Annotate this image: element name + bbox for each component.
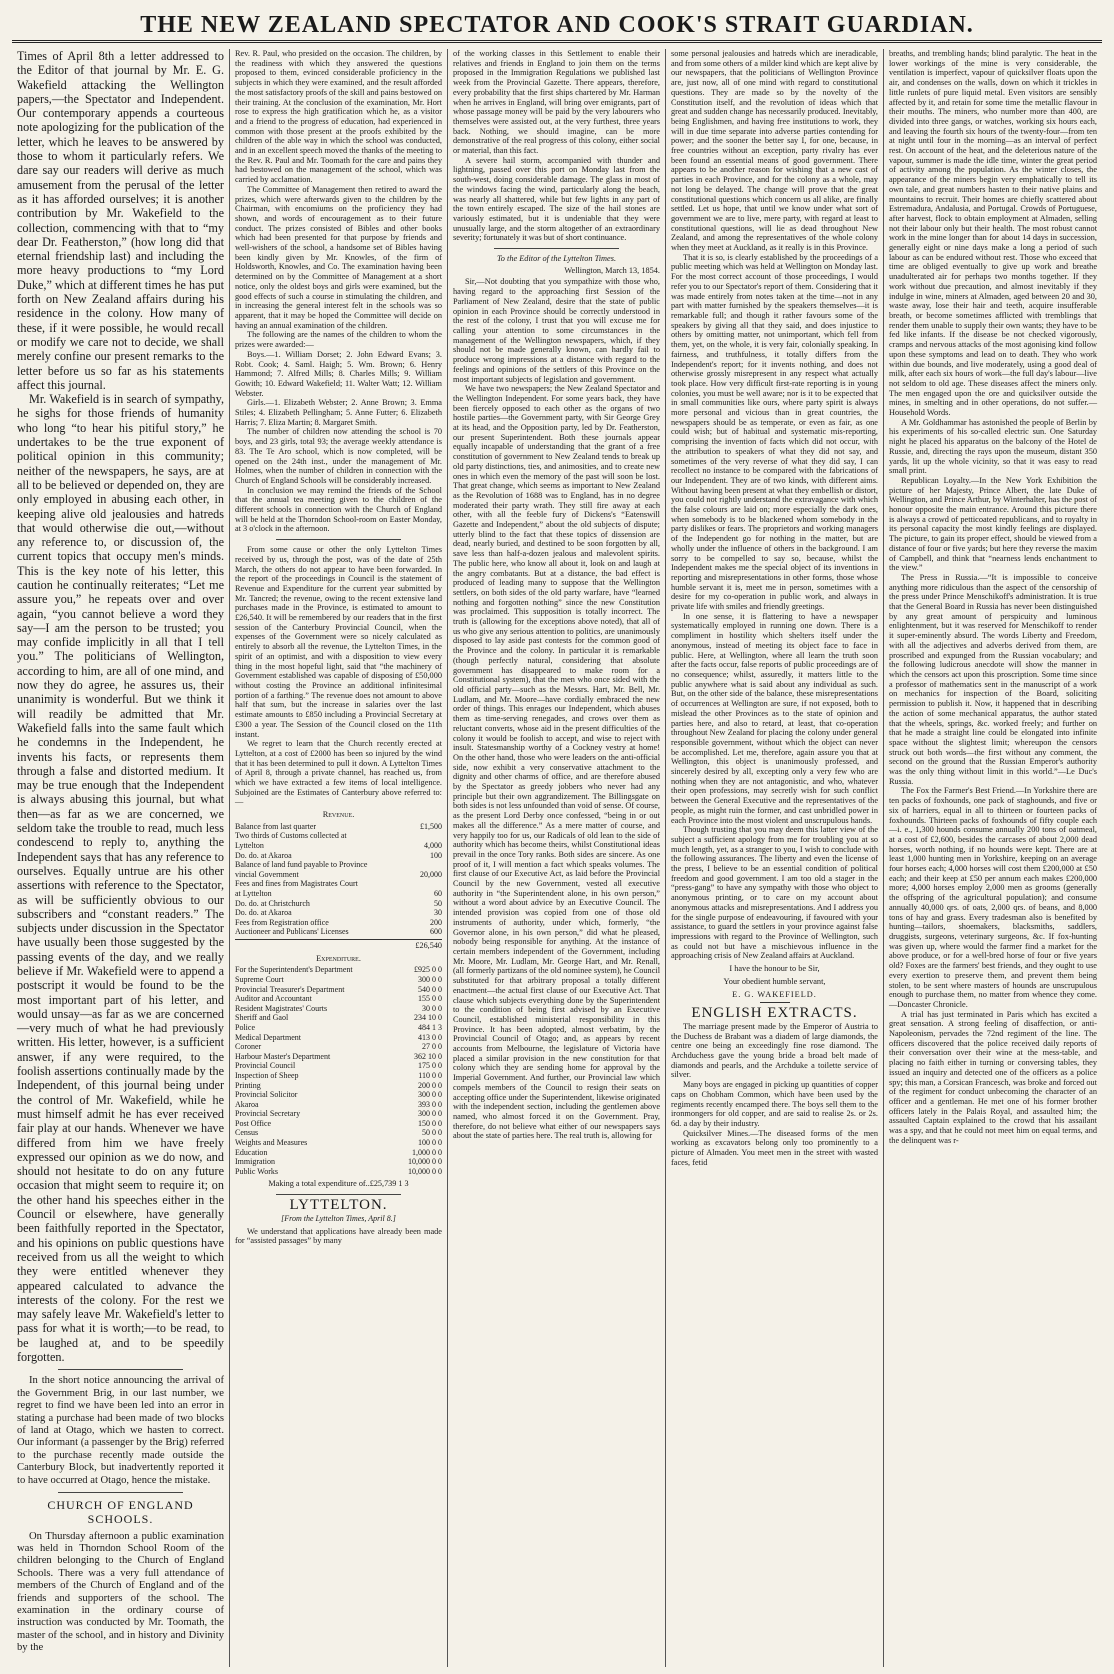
ledger-label: Printing: [235, 1080, 261, 1090]
ledger-label: Education: [235, 1147, 268, 1157]
ledger-row: [235, 851, 442, 861]
ledger-label: Supreme Court: [235, 974, 284, 984]
divider: [58, 1492, 182, 1493]
ledger-label: Police: [235, 1022, 255, 1032]
letter-heading: To the Editor of the Lyttelton Times.: [496, 254, 617, 264]
article-paragraph: The number of children now attending the school is 70 boys, and 23 girls, total 93; the average weekly attendance is 83. The Te Aro school, which is now completed, will be opened on the 24th inst., under the management of Mr. Holmes, when the number of children in connection with the Church of England Schools will be considerably increased.: [235, 427, 442, 485]
ledger-row: [235, 1004, 442, 1014]
signoff-line: I have the honour to be Sir,: [729, 964, 820, 974]
article-paragraph: We understand that applications have already been made for “assisted passages” by many: [235, 1226, 442, 1246]
column-1: [12, 49, 230, 1667]
ledger-label: Two thirds of Customs collected at: [235, 831, 347, 841]
article-paragraph: of the working classes in this Settlement to enable their relatives and friends in England to join them on the terms proposed in the Immigration Regulations we published last week from the Provincial Gazette. There appears, therefore, every probability that the first ships chartered by Mr. Harman when he arrives in England, will bring over emigrants, part of whose passage money will be paid by the very labourers who themselves were assisted out, at the very furthest, three years back. Nothing, we should imagine, can be more demonstrative of the real progress of this colony, either social or material, than this fact.: [453, 49, 660, 156]
ledger-label: Fees from Registration office: [235, 917, 329, 927]
ledger-amount: 4,000: [424, 841, 442, 851]
ledger-row: [235, 1023, 442, 1033]
ledger-row: [235, 860, 442, 870]
divider: [760, 1002, 790, 1003]
ledger-row: [235, 985, 442, 995]
column-4: [666, 49, 884, 1667]
ledger-row: [235, 1013, 442, 1023]
ledger-amount: 484 1 3: [418, 1022, 442, 1032]
ledger-row: [235, 1119, 442, 1129]
ledger-amount: 200: [430, 917, 442, 927]
ledger-label: vincial Government: [235, 869, 299, 879]
divider: [276, 1194, 400, 1195]
ledger-row: [235, 1052, 442, 1062]
ledger-amount: [398, 860, 442, 870]
article-paragraph: Mr. Wakefield is in search of sympathy, he sighs for those friends of humanity who long “to hear his pitiful story,” he undertakes to be the true exponent of political opinion in this community; neither of the newspapers, he says, are at all to be believed or depended on, they are only employed in abusing each other, in keeping alive old jealousies and hatreds that would otherwise die out,—without any reference to, or discussion of, the current topics that occupy men's minds. This is the key note of his letter, this caution he continually reiterates; “Let me assure you,” he repeats over and over again, “you cannot believe a word they say—I am the person to be trusted; you may confide implicitly in all that I tell you.” The politicians of Wellington, according to him, are all of one mind, and now they do agree, he assures us, their unanimity is wonderful. But we think it will readily be admitted that Mr. Wakefield falls into the same fault which he condemns in the Independent, he invents his facts, or represents them through a false and distorted medium. It may be true enough that the Independent is always abusing this journal, but what then—as far as we are concerned, we seldom take the trouble to read, much less condescend to reply to, anything the Independent says that has any reference to ourselves. Equally untrue are his other assertions with reference to the Spectator, as will be sufficiently obvious to our subscribers and “constant readers.” The subjects under discussion in the Spectator have usually been those suggested by the passing events of the day, and we really believe if Mr. Wakefield were to append a postscript it would be found to be the most important part of his letter, and would unsay—as far as we are concerned—very much of what he had previously written. His letter, however, is a sufficient answer, if any were required, to the foolish assertions continually made by the Independent, of this journal being under the control of Mr. Wakefield, while he must himself admit he has ever received fair play at our hands. Whenever we have differed from him we have freely expressed our opinion as we do now, and should not hesitate to do on any future occasion that might seem to require it; on the other hand his speeches either in the Council or elsewhere, have generally been faithfully reported in the Spectator, and his opinions on public questions have received from us all the weight to which they were entitled whenever they appeared calculated to advance the interests of the colony. For the rest we may safely leave Mr. Wakefield's letter to pass for what it is worth;—to be read, to be laughed at, and to be speedily forgotten.: [17, 392, 224, 1365]
ledger-label: Provincial Treasurer's Department: [235, 984, 345, 994]
article-paragraph: We have two newspapers; the New Zealand Spectator and the Wellington Independent. For some years back, they have been fiercely opposed to each other as the organs of two hostile parties—the Government party, with Sir George Grey at its head, and the Opposition party, led by Dr. Featherston, our present Superintendent. Both these journals appear equally incapable of understanding that the grant of a free constitution of government to New Zealand tends to break up old party distinctions, ties, and animosities, and to create new ones in which even the memory of the past will soon be lost. That great change, which seems as important to New Zealand as the Revolution of 1688 was to England, has in no degree moderated their party wrath. They still fire away at each other, with all the feeble fury of Dickens's “Eatenswill Gazette and Independent,” about the old subjects of dispute; utterly blind to the fact that these topics of dissension are dead, nearly buried, and destined to be soon forgotten by all, save less than half-a-dozen jealous and malevolent spirits. The public here, who know all about it, look on and laugh at the angry combatants. But at a distance, the bad effect is produced of leading many to suppose that the Wellington settlers, on both sides of the old party warfare, have “learned nothing and forgotten nothing” since the new Constitution was proclaimed. This supposition is totally incorrect. The truth is (allowing for the exceptions above noted), that all of us who give any serious attention to politics, are unanimously disposed to lay aside past contests for the common good of the Province and the colony. In particular it is remarkable (though perfectly natural, considering that absolute government has disappeared to make room for a Constitutional system), that the men who once sided with the old official party—such as the Messrs. Hart, Mr. Bell, Mr. Ludlam, and Mr. Moore—have cordially embraced the new order of things. This enrages our Independent, which abuses them as time-serving renegades, and crows over them as reluctant converts, whose aid in the present difficulties of the colony it would be foolish to accept, and wise to reject with insult. Statesmanship worthy of a Cockney vestry at home! On the other hand, those who were leaders on the anti-official side, now exhibit a very conservative attachment to the dignity and other charms of office, and are therefore abused by the Spectator as greedy jobbers who never had any principle but their own aggrandizement. The Billingsgate on both sides is not less unfounded than void of sense. Of course, as the present Lord Derby once confessed, “being in or out makes all the difference.” As a mere matter of course, and very happily too for us, our Radicals of old lean to the side of authority which has become theirs, whilst Constitutional ideas prevail in the once Tory ranks. Both sides are sincere. As one proof of it, I will mention a fact which speaks volumes. The first clause of our Executive Act, as laid before the Provincial Council by the new Government, vested all executive authority in “the Superintendent alone, in his own person,” without a word about advice by an Executive Council. The intended provision was copied from one of those old instruments of authority, under which, formerly, “the Governor alone, in his own person,” did what he pleased, nobody being responsible for anything. At the instance of certain members independent of the Government, including Mr. Moore, Mr. Ludlam, Mr. George Hart, and Mr. Renall, (all formerly partizans of the old nominee system), he Council substituted for that arbitrary proposal a totally different enactment—the actual first clause of our Executive Act. That clause which subjects everything done by the Superintendent to the condition of being first advised by an Executive Council, established ministerial responsibility in this Province. It has been adopted, almost verbatim, by the Provincial Council of Otago; and, as appears by recent accounts from Melbourne, the legislature of Victoria have placed a similar provision in the new constitution for that colony which they are sending home for approval by the Imperial Government. And further, our Provincial law which compels members of the Council to resign their seats on accepting office under the Superintendent, likewise originated with the independent section, including the gentlemen above named, who almost forced it on the Government. Pray, therefore, do not believe what either of our newspapers says about the state of parties here. The real truth is, allowing for: [453, 384, 660, 1141]
ledger-amount: 20,000: [420, 869, 442, 879]
expenditure-total: Making a total expenditure of..£25,739 1 3: [268, 1179, 409, 1189]
ledger-row: [235, 1061, 442, 1071]
ledger-amount: 10,000 0 0: [408, 1166, 442, 1176]
article-paragraph: In conclusion we may remind the friends of the School that the annual tea meeting given to the children of the different schools in connection with the Church of England will be held at the Thorndon School-room on Easter Monday, at 3 o'clock in the afternoon.: [235, 485, 442, 534]
ledger-amount: 1,000 0 0: [412, 1147, 442, 1157]
expenditure-table: [235, 965, 442, 1176]
ledger-amount: £1,500: [420, 821, 442, 831]
ledger-label: Fees and fines from Magistrates Court: [235, 879, 358, 889]
revenue-total: £26,540: [415, 940, 442, 950]
signature: E. G. WAKEFIELD.: [732, 989, 817, 999]
ledger-amount: £925 0 0: [414, 965, 442, 975]
ledger-label: Post Office: [235, 1118, 272, 1128]
ledger-amount: 200 0 0: [418, 1080, 442, 1090]
ledger-label: Auditor and Accountant: [235, 994, 312, 1004]
article-paragraph: In the short notice announcing the arrival of the Government Brig, in our last number, we regret to find we have been led into an error in stating a purchase had been made of two blocks of land at Otago, which we hasten to correct. Our informant (a passenger by the Brig) referred to the purchase recently made outside the Canterbury Block, but inadvertently reported it to have occurred at Otago, hence the mistake.: [17, 1375, 224, 1486]
ledger-label: Provincial Solicitor: [235, 1090, 298, 1100]
ledger-row: [235, 831, 442, 841]
section-heading: LYTTELTON.: [289, 1197, 388, 1214]
expenditure-title: Expenditure.: [316, 953, 361, 963]
ledger-amount: 50 0 0: [422, 1128, 442, 1138]
article-paragraph: Boys.—1. William Dorset; 2. John Edward Evans; 3. Robt. Cook; 4. Saml. Haigh; 5. Wm. Brown; 6. Henry Hammond; 7. Alfred Mills; 8. Charles Mills; 9. William Gowith; 10. Edward Wakefield; 11. Walter Watt; 12. William Webster.: [235, 349, 442, 398]
ledger-amount: 10,000 0 0: [408, 1157, 442, 1167]
masthead: THE NEW ZEALAND SPECTATOR AND COOK'S STRAIT GUARDIAN.: [12, 10, 1102, 43]
ledger-label: Provincial Council: [235, 1061, 296, 1071]
article-paragraph: The following are the names of the children to whom the prizes were awarded:—: [235, 330, 442, 350]
revenue-total-row: [235, 939, 442, 951]
ledger-label: Harbour Master's Department: [235, 1051, 331, 1061]
ledger-label: Resident Magistrates' Courts: [235, 1003, 328, 1013]
ledger-row: [235, 1100, 442, 1110]
ledger-label: Immigration: [235, 1157, 275, 1167]
ledger-amount: 150 0 0: [418, 1118, 442, 1128]
ledger-row: [235, 975, 442, 985]
column-3: [448, 49, 666, 1667]
article-paragraph: Though trusting that you may deem this latter view of the subject a sufficient apology from me for troubling you at so much length, yet, as a stranger to you, I wish to conclude with the following assurances. The liberty and even the license of the press, I believe to be an essential condition of political freedom and good government. I am too old a stager in the “press-gang” to have any sympathy with those who object to anonymous printing, or to care on my account about anonymous attacks and misrepresentations. And I address you for the single purpose of endeavouring, if favoured with your assistance, to guard the settlers in your province against false impressions with regard to the Province of Wellington, such as could not but have a mischievous influence in the approaching crisis of New Zealand affairs at Auckland.: [671, 825, 878, 961]
signoff-line: Your obedient humble servant,: [723, 976, 826, 986]
ledger-label: at Lyttelton: [235, 889, 272, 898]
ledger-label: Do. do. at Akaroa: [235, 850, 292, 860]
article-paragraph: We regret to learn that the Church recently erected at Lyttelton, at a cost of £2000 has been so injured by the wind that it has been determined to pull it down. A Lyttelton Times of April 8, through a private channel, has reached us, from which we have extracted a few items of local intelligence. Subjoined are the Estimates of Canterbury above referred to:—: [235, 739, 442, 807]
ledger-row: [235, 899, 442, 909]
ledger-label: Sheriff and Gaol: [235, 1013, 289, 1023]
ledger-row: [235, 870, 442, 880]
revenue-title: Revenue.: [322, 810, 355, 820]
ledger-row: [235, 1148, 442, 1158]
article-paragraph: A severe hail storm, accompanied with thunder and lightning, passed over this port on Monday last from the south-west, doing considerable damage. The glass in most of the windows facing the wind, particularly along the beach, was nearly all shattered, while but few lights in any part of the town entirely escaped. The size of the hail stones are variously estimated, but it is undeniable that they were unusually large, and the storm altogether of an extraordinary severity; fortunately it was but of short continuance.: [453, 155, 660, 243]
ledger-amount: 413 0 0: [418, 1032, 442, 1042]
ledger-row: [235, 822, 442, 832]
dateline: Wellington, March 13, 1854.: [564, 265, 660, 275]
divider: [58, 1369, 182, 1370]
ledger-row: [235, 1081, 442, 1091]
ledger-label: Do. do. at Christchurch: [235, 898, 310, 908]
ledger-label: Census: [235, 1128, 259, 1138]
ledger-label: Lyttelton: [235, 841, 264, 851]
ledger-label: Inspection of Sheep: [235, 1070, 299, 1080]
ledger-label: Balance from last quarter: [235, 821, 317, 831]
section-heading: CHURCH OF ENGLAND SCHOOLS.: [47, 1497, 194, 1527]
ledger-row: [235, 1033, 442, 1043]
ledger-row: [235, 1071, 442, 1081]
ledger-amount: 175 0 0: [418, 1061, 442, 1071]
ledger-row: [235, 918, 442, 928]
ledger-amount: 50: [434, 898, 442, 908]
article-paragraph: On Thursday afternoon a public examination was held in Thorndon School Room of the children belonging to the Church of England Schools. There was a very full attendance of members of the Church of England and of the friends and supporters of the school. The examination in the ordinary course of instruction was conducted by Mr. Toomath, the master of the school, and in history and Divinity by the: [17, 1530, 224, 1654]
article-paragraph: Sir,—Not doubting that you sympathize with those who, having regard to the approaching first Session of the Parliament of New Zealand, desire that the state of public opinion in each Province should be correctly understood in the rest of the colony, I trust that you will excuse me for calling your attention to some circumstances in the management of the Wellington newspapers, which, if they should not be made generally known, can hardly fail to produce wrong impressions at a distance with regard to the feelings and opinions of the settlers of this Province on the most important subjects of legislation and government.: [453, 277, 660, 384]
article-paragraph: Rev. R. Paul, who presided on the occasion. The children, by the readiness with which they answered the questions proposed to them, evinced considerable proficiency in the subjects in which they were examined, and the result afforded the most satisfactory proofs of the skill and pains bestowed on their training. At the conclusion of the examination, Mr. Hort rose to express the high gratification which he, as a visitor and a friend to the progress of education, had experienced in common with those present at the proofs exhibited by the children of the able way in which the school was conducted, and in an excellent speech moved the thanks of the meeting to the Rev. R. Paul and Mr. Toomath for the care and pains they had bestowed on the management of the school, which was carried by acclamation.: [235, 49, 442, 185]
ledger-amount: 60: [434, 889, 442, 898]
ledger-row: [235, 1128, 442, 1138]
ledger-row: [235, 1157, 442, 1167]
revenue-table: [235, 822, 442, 937]
article-paragraph: breaths, and trembling hands; blind paralytic. The heat in the lower workings of the mine is very considerable, the ventilation is imperfect, vapour of quicksilver floats upon the air, and condenses on the walls, down on which it trickles in little runlets of pure liquid metal. Even visitors are sensibly affected by it, and retain for some time the metallic flavour in their mouths. The miners, who number more than 400, are divided into three gangs, or watches, working six hours each, and leaving the fourth six hours of the twenty-four—from ten at night until four in the morning—as an interval of perfect rest. On account of the heat, and the deleterious nature of the vapour, summer is made the idle time, winter the great period of activity among the population. As the winter closes, the appearance of the miners begin very emphatically to tell its own tale, and great numbers hasten to their native plains and mountains to recruit. Their homes are chiefly scattered about Estremadura, Andalusia, and Portugal. Crowds of Portuguese, after harvest, flock to obtain employment at Almaden, selling not their labour only but their health. The most robust cannot work in the mine longer than for about 14 days in succession, generally eight or nine days make a long a period of such labour as can be endured without rest. Those who exceed that time are obliged eventually to give up work and breathe unadulterated air for perhaps two months together. If they work without due precaution, and almost inevitably if they indulge in wine, miners at Almaden, aged between 20 and 30, waste away, lose their hair and teeth, acquire insufferable breath, or become sometimes afflicted with tremblings that render them unable to supply their own wants; they have to be fed like infants. If the disease be not checked vigorously, cramps and nervous attacks of the most agonising kind follow upon these symptoms and lead on to death. They who work within due bounds, and live moderately, using a good deal of milk, after each six hours of work—the full day's labour—live not seldom to old age. These diseases affect the miners only. The men engaged upon the ore and quicksilver outside the mines, in smelting and in other operations, do not suffer.—Household Words.: [889, 49, 1097, 418]
ledger-label: Weights and Measures: [235, 1138, 308, 1148]
ledger-amount: 393 0 0: [418, 1099, 442, 1109]
ledger-row: [235, 889, 442, 899]
article-paragraph: In one sense, it is flattering to have a newspaper systematically employed in running one down. There is a compliment in hostility which shelters itself under the anonymous, instead of meeting its object face to face in public. Here, at Wellington, where all learn the truth soon after the facts occur, false reports of public proceedings are of no consequence; whilst, assuredly, it matters little to the public anywhere what is said about any individual as such. But, on the other side of the balance, these misrepresentations of occurrences at Wellington are sure, if not exposed, both to mislead the other Provinces as to the state of opinion and parties here, and also to retard, at least, that co-operation throughout New Zealand for placing the colony under general responsible government, without which the object can never be accomplished. Let me, therefore, again assure you that at Wellington, this object is unanimously professed, and sincerely desired by all, excepting only a very few who are nothing when they are not antagonistic, and who, whatever their open professions, may secretly wish for such conflict between the General Executive and the representatives of the people, as might ruin the former, and cast unbridled power in each Province into the most violent and unscrupulous hands.: [671, 611, 878, 825]
ledger-row: [235, 841, 442, 851]
ledger-row: [235, 1138, 442, 1148]
article-paragraph: From some cause or other the only Lyttelton Times received by us, through the post, was of the date of 25th March, the others do not appear to have been forwarded. In the report of the proceedings in Council is the statement of Revenue and Expenditure for the current year submitted by Mr. Tancred; the revenue, owing to the recent extensive land purchases made in the Province, is estimated to amount to £26,540. It will be remembered by our readers that in the first session of the Canterbury Provincial Council, when the expenses of the Government were so nicely calculated as entirely to absorb all the revenue, the Lyttelton Times, in the spirit of an optimist, and with a disposition to view every thing in the most hopeful light, said that “the machinery of Government established was capable of disposing of £50,000 without costing the Province an additional infinitesimal portion of a farthing.” The revenue does not amount to above half that sum, but the increase in salaries over the last estimate amounts to £850 including a Provincial Secretary at £300 a year. The Session of the Council closed on the 11th instant.: [235, 545, 442, 739]
article-paragraph: The Press in Russia.—“It is impossible to conceive anything more ridiculous than the aspect of the censorship of the press under Prince Menschikoff's administration. It is true that the General Board in Russia has never been distinguished by any great amount of perspicuity and luminous enlightenment, but it was reserved for Menschikoff to render it super-eminently absurd. The words Liberty and Freedom, with all the adjectives and adverbs derived from them, are proscribed and expunged from the Russian vocabulary; and the following ludicrous anecdote will show the manner in which the censors act upon this proscription. Some time since a professor of mathematics sent in the manuscript of a work on mechanics for inspection of the Board, soliciting permission to publish it. Now, it happened that in describing the action of some mechanical apparatus, the author stated that the wheels, springs, &c. worked freely; and further on that he made a straight line could be elongated into infinite space without the slightest limit; whereupon the censors struck out both words—the first without any comment, the second on the ground that the Russian Emperor's authority was the only thing without limit in this world.”—Le Duc's Russia.: [889, 572, 1097, 786]
ledger-amount: 600: [430, 927, 442, 937]
ledger-amount: 300 0 0: [418, 974, 442, 984]
article-paragraph: The marriage present made by the Emperor of Austria to the Duchess de Brabant was a diadem of large diamonds, the centre one being an exceedingly fine rose diamond. The Archduchess gave the young bride a broad belt made of diamonds and pearls, and the Archduke a toilette service of silver.: [671, 1021, 878, 1080]
ledger-amount: 362 10 0: [414, 1051, 442, 1061]
ledger-row: [235, 1042, 442, 1052]
ledger-amount: 155 0 0: [418, 994, 442, 1004]
ledger-label: Public Works: [235, 1166, 278, 1176]
columns: [12, 49, 1102, 1667]
ledger-amount: 540 0 0: [418, 984, 442, 994]
article-paragraph: A Mr. Goldhammar has astonished the people of Berlin by his experiments of his so-called electric sun. One Saturday night he placed his apparatus on the balcony of the Hotel de Russie, and, directing the rays upon the museum, distant 350 yards, lit up the whole vicinity, so that it was easy to read small print.: [889, 417, 1097, 476]
article-paragraph: Republican Loyalty.—In the New York Exhibition the picture of her Majesty, Prince Albert, the late Duke of Wellington, and Prince Arthur, by Winterhalter, has the post of honour opposite the main entrance. Around this picture there is always a crowd of petticoated republicans, and to royalty in its personal capacity the most kindly feelings are displayed. The picture, to gain its proper effect, should be viewed from a distance of four or five yards; but here they reverse the maxim of Campbell, and think that “nearness lends enchantment to the view.”: [889, 475, 1097, 573]
article-paragraph: Quicksilver Mines.—The diseased forms of the men working as excavators belong only too prominently to a picture of Almaden. You meet men in the street with wasted faces, fetid: [671, 1128, 878, 1167]
divider: [276, 539, 400, 540]
article-paragraph: A trial has just terminated in Paris which has excited a great sensation. A strong feeling of disaffection, or anti-Napoleonism, pervades the 72nd regiment of the line. The officers discovered that the police received daily reports of their conversation over their wine at the mess-table, and placing no faith either in turning or conversing tables, they issued an inquiry and detected one of the officers as a police spy; this man, a Corsican Francesch, was broke and forced out of the regiment for conduct unbecoming the character of an officer and a gentleman. He met one of his former brother officers lately in the Palais Royal, and assaulted him; the assaulted Captain explained to the crowd that his assailant was a spy, and that he could not meet him on equal terms, and the delinquent was r-: [889, 1009, 1097, 1145]
article-paragraph: The Fox the Farmer's Best Friend.—In Yorkshire there are ten packs of foxhounds, one pack of staghounds, and five or six of harriers, equal in all to thirteen or fourteen packs of foxhounds. Thirteen packs of foxhounds of fifty couple each—i. e., 1,300 hounds consume annually 200 tons of oatmeal, at a cost of £2,600, besides the carcases of about 2,000 dead horses, worth nothing, if no hounds were kept. There are at least 1,000 hunting men in Yorkshire, keeping on an average four horses each; 4,000 horses will cost them £200,000 at £50 each; and their keep at £50 per annum each makes £200,000 more; 4,000 horses employ 2,000 men as grooms (generally the offspring of the agricultural population); and consume annually 40,000 qrs. of oats, 2,000 qrs. of beans, and 8,000 tons of hay and grass. Every tradesman also is benefited by hunting—tailors, shoemakers, blacksmiths, saddlers, druggists, surgeons, veterinary surgeons, &c. If fox-hunting was given up, where would the farmer find a market for the above produce, or for a well-bred horse of four or five years old? Foxes are the farmers' best friends, and they ought to use every exertion to preserve them, and prevent them being stolen, to be sent where masters of hounds are unscrupulous enough to purchase them, no matter from whence they come.—Doncaster Chronicle.: [889, 786, 1097, 1009]
ledger-row: [235, 1109, 442, 1119]
ledger-row: [235, 965, 442, 975]
ledger-amount: 300 0 0: [418, 1109, 442, 1119]
ledger-label: For the Superintendent's Department: [235, 965, 353, 975]
article-paragraph: Times of April 8th a letter addressed to the Editor of that journal by Mr. E. G. Wakefield attacking the Wellington papers,—the Spectator and Independent. Our contemporary appends a courteous note apologizing for the publication of the letter, which he leaves to be answered by those to whom it particularly refers. We dare say our readers will derive as much amusement from the perusal of the letter as it has afforded ourselves; it is another contribution by Mr. Wakefield to the collection, commencing with that to “my dear Dr. Featherston,” (how long did that eternal friendship last) and including the more heavy productions to “my Lord Duke,” which at different times he has put forth on New Zealand affairs during his residence in the colony. How many of these, if it were possible, he would recall or modify we care not to decide, we shall merely confine our present remarks to the letter before us so far as his statements affect this journal.: [17, 49, 224, 392]
ledger-row: [235, 927, 442, 937]
ledger-amount: [398, 831, 442, 841]
ledger-amount: 100 0 0: [418, 1138, 442, 1148]
ledger-label: Auctioneer and Publicans' Licenses: [235, 927, 349, 937]
article-paragraph: Many boys are engaged in picking up quantities of copper caps on Chobham Common, which have been used by the regiments recently encamped there. The boys sell them to the ironmongers for old copper, and are said to realise 2s. or 2s. 6d. a day by their industry.: [671, 1080, 878, 1128]
ledger-amount: 30: [434, 908, 442, 918]
column-2: [230, 49, 448, 1667]
ledger-row: [235, 879, 442, 889]
ledger-row: [235, 994, 442, 1004]
divider: [494, 248, 618, 249]
article-paragraph: The Committee of Management then retired to award the prizes, which were afterwards given to the children by the Chairman, with encomiums on the proficiency they had shown, and words of encouragement as to their future conduct. The prizes consisted of Bibles and other books which had been presented for that purpose by friends and well-wishers of the school, a handsome set of Bibles having been kindly given by Mr. Knowles, of the firm of Holdsworth, Knowles, and Co. The examination having been determined on by the Committee of Management at a short notice, only the oldest boys and girls were examined, but the good effects of such a course in stimulating the children, and in increasing the general interest felt in the schools was so apparent, that it may be hoped the Committee will decide on having an annual examination of the children.: [235, 184, 442, 330]
section-heading: ENGLISH EXTRACTS.: [691, 1005, 858, 1022]
ledger-label: Do. do. at Akaroa: [235, 908, 292, 918]
ledger-amount: 300 0 0: [418, 1090, 442, 1100]
ledger-label: Balance of land fund payable to Province: [235, 860, 368, 870]
article-paragraph: some personal jealousies and hatreds which are ineradicable, and from some others of a milder kind which are kept alive by our newspapers, that the politicians of Wellington Province are, just now, all of one mind with regard to constitutional questions. They are made so by the novelty of the Constitution itself, and the revolution of ideas which that great and sudden change has necessarily produced. Inevitably, being Englishmen, and having free institutions to work, they will in due time separate into adverse parties contending for power; and the sooner the better say I, for one, because, in free countries without an exception, party rivalry has ever been found an essential means of good government. There appears to be another reason for wishing that a new cast of parties in each Province, and for the colony as a whole, may not long be delayed. The change will prove that the great constitutional questions which concern us all alike, are finally settled. Let us hope, that until we know under what sort of government we are to live, mere party, with regard at least to constitutional questions, will lie as dead throughout New Zealand, and among the representatives of the whole colony when they meet at Auckland, as it really is in this Province.: [671, 49, 878, 253]
ledger-label: Provincial Secretary: [235, 1109, 301, 1119]
source-note: [From the Lyttelton Times, April 8.]: [281, 1213, 396, 1223]
ledger-amount: 110 0 0: [418, 1070, 442, 1080]
ledger-row: [235, 908, 442, 918]
ledger-row: [235, 1090, 442, 1100]
ledger-label: Medical Department: [235, 1032, 301, 1042]
ledger-amount: 27 0 0: [422, 1042, 442, 1052]
ledger-amount: 234 10 0: [414, 1013, 442, 1023]
article-paragraph: Girls.—1. Elizabeth Webster; 2. Anne Brown; 3. Emma Stiles; 4. Elizabeth Pellingham; 5. Anne Futter; 6. Elizabeth Harris; 7. Eliza Martin; 8. Margaret Smith.: [235, 398, 442, 427]
ledger-amount: 100: [430, 850, 442, 860]
column-5: [884, 49, 1102, 1667]
ledger-label: Coroner: [235, 1042, 262, 1052]
ledger-amount: 30 0 0: [422, 1003, 442, 1013]
ledger-amount: [398, 879, 442, 889]
ledger-label: Akaroa: [235, 1099, 259, 1109]
article-paragraph: That it is so, is clearly established by the proceedings of a public meeting which was held at Wellington on Monday last. For the most correct account of those proceedings, I would refer you to our Spectator's report of them. Considering that it was made entirely from notes taken at the time—not in any part with matter furnished by the speakers themselves—it is remarkable full; and though it rather favours some of the speakers by giving all that they said, and does injustice to others by omitting matter, not unimportant, which fell from them, yet, on the whole, it is very fair, colonially speaking. In fairness, and truthfulness, it totally differs from the Independent's report; for it invents nothing, and does not otherwise grossly misrepresent in any respect what actually took place. How very difficult first-rate reporting is in young colonies, you must be well aware; nor is it to be expected that in small communities like ours, where party spirit is always more personal and vicious than in great countries, the newspapers should be as temperate, or even as fair, as one could wish; but of habitual and systematic mis-reporting, comprising the invention of facts which did not occur, with the attribution to speakers of what they did not say, and sometimes of the very reverse of what they did say, I can recollect no instance to be compared with the fabrications of our Independent. They are of two kinds, with different aims. Without having been present at what they embellish or distort, you could not rightly understand the extravagance with which the false colours are laid on; more especially the dark ones, when somebody is to be blackened whom somebody in the party dislikes or fears. The proprietors and working managers of the Independent go for nothing in the matter, but are wholly under the influence of others in the background. I am sorry to be compelled to say so, because, whilst the Independent makes me the special object of its inventions in reporting and misrepresentations in other forms, those whose humble servant it is, meet me in person, sometimes with a desire for my co-operation in public work, and always in private life with smiles and friendly greetings.: [671, 252, 878, 612]
ledger-row: [235, 1167, 442, 1177]
